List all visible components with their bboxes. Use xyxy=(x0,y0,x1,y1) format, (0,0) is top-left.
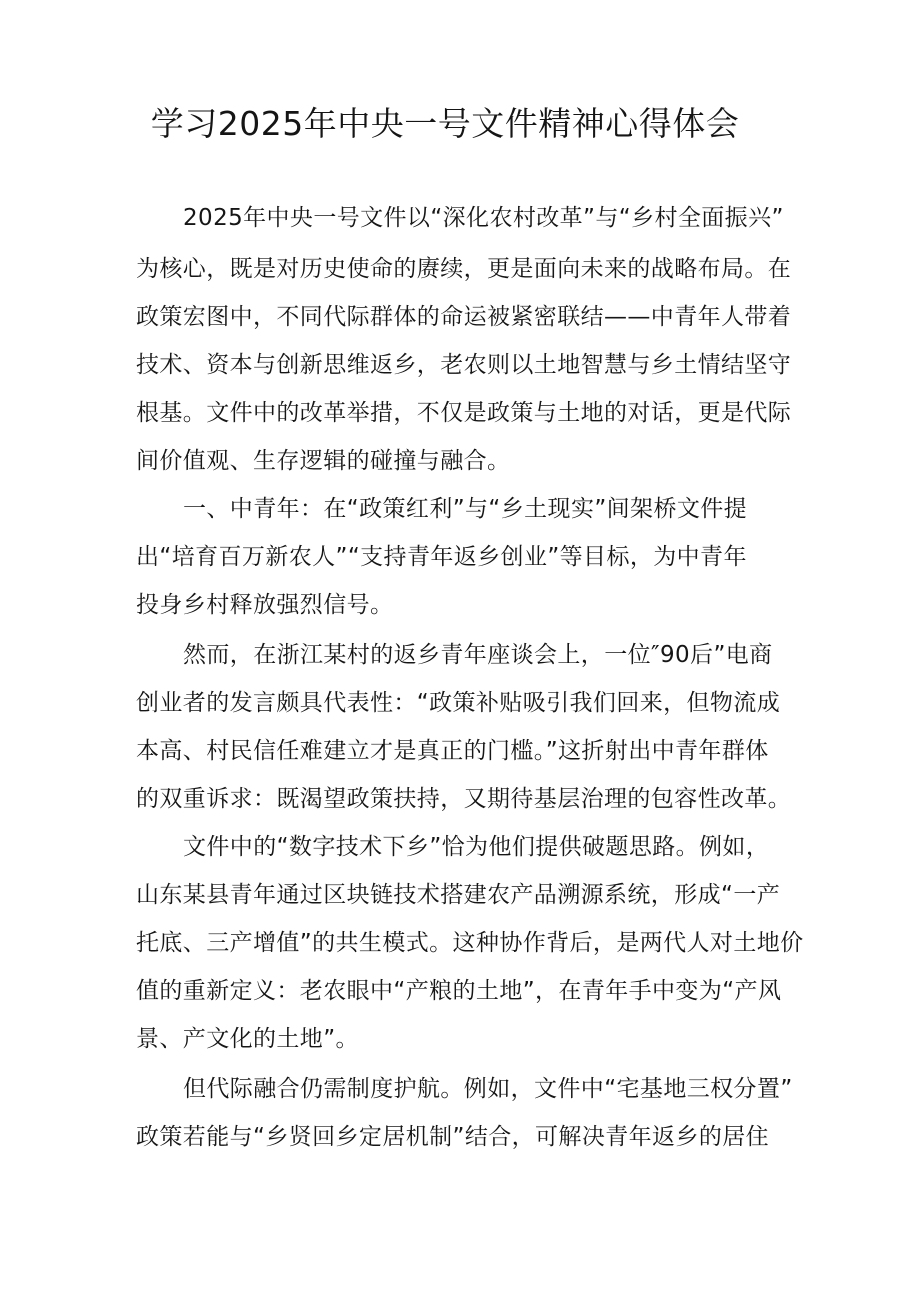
paragraph-3-line-4: 值的重新定义：老农眼中“产粮的土地”，在青年手中变为“产风 xyxy=(136,978,782,1004)
paragraph-2-line-4: 的双重诉求：既渴望政策扶持，又期待基层治理的包容性改革。 xyxy=(136,786,792,812)
paragraph-2-line-2: 创业者的发言颇具代表性：“政策补贴吸引我们回来，但物流成 xyxy=(136,690,781,716)
section-1-heading-line-3: 投身乡村释放强烈信号。 xyxy=(136,592,394,618)
section-1-heading-line-2: 出“培育百万新农人”“支持青年返乡创业”等目标，为中青年 xyxy=(136,544,747,570)
paragraph-1-line-4: 技术、资本与创新思维返乡，老农则以土地智慧与乡土情结坚守 xyxy=(136,352,792,378)
paragraph-1-line-6: 间价值观、生存逻辑的碰撞与融合。 xyxy=(136,448,511,474)
paragraph-1-line-3: 政策宏图中，不同代际群体的命运被紧密联结——中青年人带着 xyxy=(136,304,792,330)
paragraph-1-line-2: 为核心，既是对历史使命的赓续，更是面向未来的战略布局。在 xyxy=(136,256,792,282)
paragraph-3-line-3: 托底、三产增值”的共生模式。这种协作背后，是两代人对土地价 xyxy=(136,930,804,956)
document-title: 学习2025年中央一号文件精神心得体会 xyxy=(150,104,740,143)
paragraph-2-line-1: 然而，在浙江某村的返乡青年座谈会上，一位″90后”电商 xyxy=(183,642,773,668)
paragraph-4-line-1: 但代际融合仍需制度护航。例如，文件中“宅基地三权分置” xyxy=(183,1076,793,1102)
paragraph-3-line-2: 山东某县青年通过区块链技术搭建农产品溯源系统，形成“一产 xyxy=(136,882,781,908)
paragraph-1-line-5: 根基。文件中的改革举措，不仅是政策与土地的对话，更是代际 xyxy=(136,400,792,426)
paragraph-3-line-1: 文件中的“数字技术下乡”恰为他们提供破题思路。例如， xyxy=(183,834,770,860)
paragraph-3-line-5: 景、产文化的土地”。 xyxy=(136,1026,359,1052)
paragraph-4-line-2: 政策若能与“乡贤回乡定居机制”结合，可解决青年返乡的居住 xyxy=(136,1124,770,1150)
paragraph-2-line-3: 本高、村民信任难建立才是真正的门槛。”这折射出中青年群体 xyxy=(136,738,769,764)
paragraph-1-line-1: 2025年中央一号文件以“深化农村改革”与“乡村全面振兴” xyxy=(183,205,784,231)
section-1-heading-line-1: 一、中青年：在“政策红利”与“乡土现实”间架桥文件提 xyxy=(183,496,748,522)
